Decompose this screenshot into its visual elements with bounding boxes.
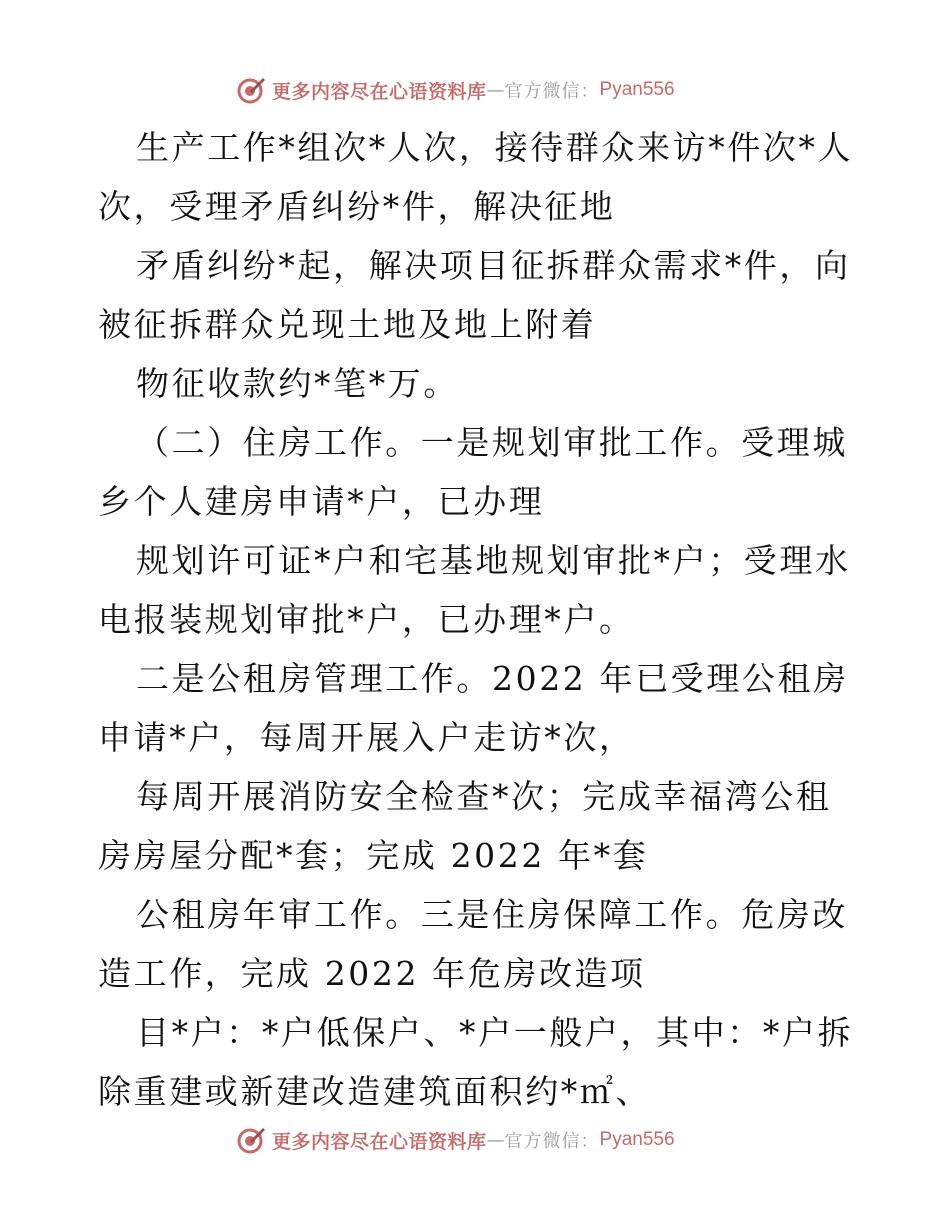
- watermark-text: 更多内容尽在心语资料库: [272, 80, 487, 103]
- watermark-wechat-id: Pyan556: [599, 1129, 675, 1150]
- paragraph-8: 公租房年审工作。三是住房保障工作。危房改造工作，完成 2022 年危房改造项: [98, 895, 848, 993]
- watermark-text: 更多内容尽在心语资料库: [272, 1130, 487, 1153]
- pen-circle-logo-icon: [236, 75, 266, 105]
- paragraph-2: 矛盾纠纷*起，解决项目征拆群众需求*件，向被征拆群众兑现土地及地上附着: [98, 246, 851, 344]
- document-body: [98, 118, 858, 1121]
- watermark-dash: —: [486, 79, 505, 101]
- header-watermark: [236, 72, 675, 108]
- paragraph-1: 生产工作*组次*人次，接待群众来访*件次*人次，受理矛盾纠纷*件，解决征地: [98, 128, 854, 226]
- watermark-label: 官方微信：: [504, 1131, 600, 1152]
- paragraph-4: （二）住房工作。一是规划审批工作。受理城乡个人建房申请*户，已办理: [98, 423, 848, 521]
- paragraph-6: 二是公租房管理工作。2022 年已受理公租房申请*户，每周开展入户走访*次，: [98, 659, 849, 757]
- paragraph-3: 物征收款约*笔*万。: [136, 364, 459, 403]
- watermark-label: 官方微信：: [504, 81, 600, 102]
- paragraph-7: 每周开展消防安全检查*次；完成幸福湾公租房房屋分配*套；完成 2022 年*套: [98, 777, 832, 875]
- watermark-wechat-id: Pyan556: [599, 79, 675, 100]
- paragraph-9: 目*户：*户低保户、*户一般户，其中：*户拆除重建或新建改造建筑面积约*㎡、: [98, 1013, 854, 1111]
- pen-circle-logo-icon: [236, 1125, 266, 1155]
- paragraph-5: 规划许可证*户和宅基地规划审批*户；受理水电报装规划审批*户，已办理*户。: [98, 541, 851, 639]
- watermark-dash: —: [486, 1129, 505, 1151]
- footer-watermark: [236, 1122, 675, 1158]
